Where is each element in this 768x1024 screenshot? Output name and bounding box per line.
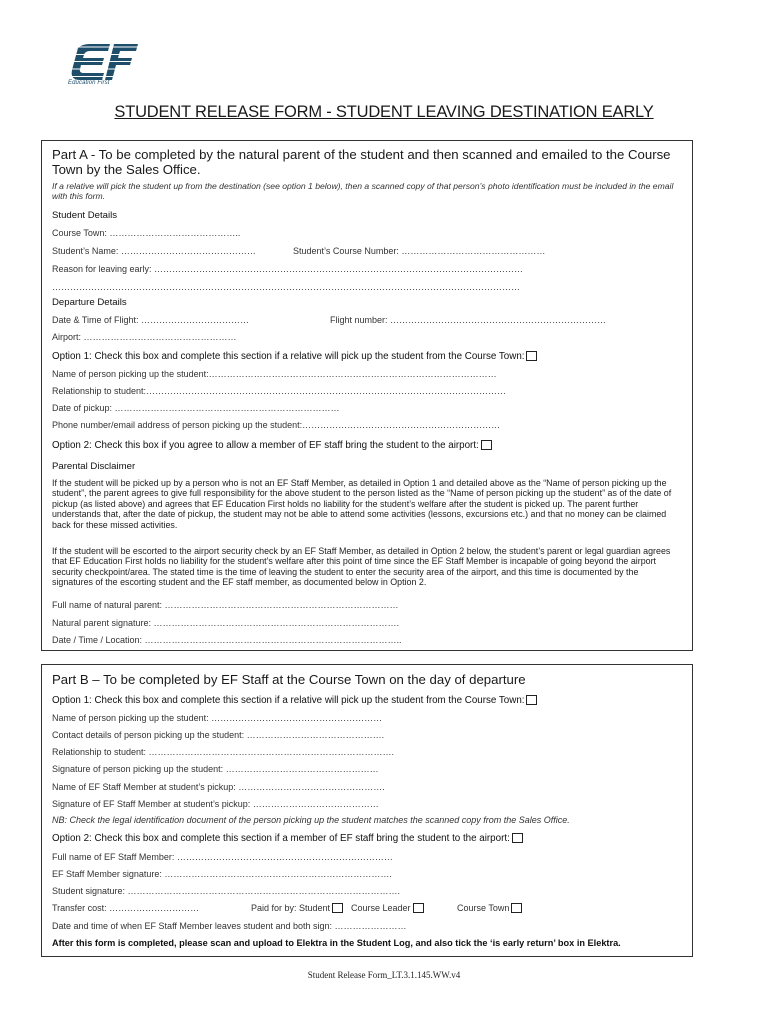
part-b-option1-label: Option 1: Check this box and complete this section if a relative will pick up the student from the Course Town:: [52, 695, 525, 706]
disclaimer-paragraph-2: If the student will be escorted to the airport security check by an EF Staff Member, as detailed in Option 2 below, the student’s parent or legal guardian agrees that EF Education First holds no liability for the student’s welfare after this point of time since the EF Staff Member is incapable of going beyond the airport security checkpoint/area. The stated time is the time of leaving the student to enter the security area of the airport, and this time is documented by the signatures of the escorting student and the EF staff member, as documented below in Option 2.: [52, 546, 671, 588]
course-town-field[interactable]: Course Town: ……………………………………..: [52, 228, 241, 238]
b-relationship-field[interactable]: Relationship to student: ……………………………………………………………………….: [52, 747, 395, 757]
disclaimer-heading: Parental Disclaimer: [52, 461, 136, 472]
parent-signature-field[interactable]: Natural parent signature: ……………………………………………………………………….: [52, 618, 400, 628]
course-town-label: Course Town: [457, 903, 510, 913]
b-nb-note: NB: Check the legal identification document of the person picking up the student matches the scanned copy from the Sales Office.: [52, 815, 570, 825]
part-a-option1-label: Option 1: Check this box and complete this section if a relative will pick up the student from the Course Town:: [52, 351, 525, 362]
part-a-option2: [52, 440, 492, 451]
footer-form-code: Student Release Form_LT.3.1.145.WW.v4: [307, 970, 461, 980]
part-b-option2-checkbox[interactable]: [512, 833, 523, 843]
paid-by-course-town: [457, 903, 522, 913]
form-title: STUDENT RELEASE FORM - STUDENT LEAVING DESTINATION EARLY: [114, 103, 654, 121]
paid-by-student-checkbox[interactable]: [332, 903, 343, 913]
final-instruction: After this form is completed, please scan and upload to Elektra in the Student Log, and also tick the ‘is early return’ box in Elektra.: [52, 938, 621, 948]
relationship-field[interactable]: Relationship to student:…………………………………………………………………………………………………………: [52, 386, 507, 396]
course-number-field[interactable]: Student’s Course Number: …………………………………………: [293, 246, 546, 256]
disclaimer-paragraph-1: If the student will be picked up by a person who is not an EF Staff Member, as detailed in Option 1 and detailed above as the “Name of person picking up the student”, the parent agrees to give full responsibility for the above student to the person listed as the “Name of person picking up the student” as of the date of pickup (as listed above) and agrees that EF Education First holds no liability for the student’s welfare after the student is picked up. The parent further understands that, after the date of pickup, the student may not be able to attend some activities (lessons, excursions etc.) and that no money can be claimed back for these missed activities.: [52, 478, 672, 530]
paid-by-student-label: Paid for by: Student: [251, 903, 331, 913]
part-a-option1: [52, 351, 537, 362]
paid-by-student: [251, 903, 343, 913]
flight-number-field[interactable]: Flight number: ………………………………………………………………: [330, 315, 607, 325]
student-name-field[interactable]: Student’s Name: ………………………………………: [52, 246, 256, 256]
b-staff-name-field[interactable]: Name of EF Staff Member at student’s pickup: ………………………………………….: [52, 782, 385, 792]
airport-field[interactable]: Airport: ……………………………………………: [52, 332, 237, 342]
part-b-option1-checkbox[interactable]: [526, 695, 537, 705]
part-a-option2-label: Option 2: Check this box if you agree to allow a member of EF staff bring the student to the airport:: [52, 440, 479, 451]
part-a-heading: Part A - To be completed by the natural parent of the student and then scanned and emailed to the Course Town by the Sales Office.: [52, 147, 671, 177]
part-a-option2-checkbox[interactable]: [481, 440, 492, 450]
b-contact-field[interactable]: Contact details of person picking up the student: ……………………………………….: [52, 730, 385, 740]
b-leave-time-field[interactable]: Date and time of when EF Staff Member leaves student and both sign: ……………………: [52, 921, 407, 931]
reason-field[interactable]: Reason for leaving early: ……………………………………………………………………………………………………………: [52, 264, 524, 274]
part-a-box: [41, 140, 693, 651]
part-b-heading: Part B – To be completed by EF Staff at the Course Town on the day of departure: [52, 672, 526, 687]
logo-caption: Education First: [68, 80, 110, 86]
part-a-note: If a relative will pick the student up from the destination (see option 1 below), then a scanned copy of that person’s photo identification must be included in the email with this form.: [52, 181, 674, 201]
part-b-option2-label: Option 2: Check this box and complete this section if a member of EF staff bring the student to the airport:: [52, 833, 510, 844]
part-b-box: [41, 664, 693, 957]
part-a-option1-checkbox[interactable]: [526, 351, 537, 361]
paid-by-course-leader: [351, 903, 424, 913]
b-staff-member-signature-field[interactable]: EF Staff Member signature: ………………………………………………………………….: [52, 869, 392, 879]
course-leader-checkbox[interactable]: [413, 903, 424, 913]
departure-details-heading: Departure Details: [52, 297, 127, 308]
b-pickup-name-field[interactable]: Name of person picking up the student: …………………………………………………: [52, 713, 383, 723]
course-town-checkbox[interactable]: [511, 903, 522, 913]
transfer-cost-field[interactable]: Transfer cost: …………………………: [52, 903, 200, 913]
course-leader-label: Course Leader: [351, 903, 411, 913]
reason-field-continued[interactable]: …………………………………………………………………………………………………………………………………………: [52, 282, 520, 292]
part-b-option2: [52, 833, 523, 844]
b-student-signature-field[interactable]: Student signature: ……………………………………………………………………………….: [52, 886, 401, 896]
pickup-date-field[interactable]: Date of pickup: …………………………………………………………………: [52, 403, 340, 413]
student-details-heading: Student Details: [52, 210, 118, 221]
flight-time-field[interactable]: Date & Time of Flight: ………………………………: [52, 315, 250, 325]
b-signature-field[interactable]: Signature of person picking up the student: ……………………………………………: [52, 764, 379, 774]
date-location-field[interactable]: Date / Time / Location: …………………………………………………………………………..: [52, 635, 402, 645]
b-staff-full-name-field[interactable]: Full name of EF Staff Member: ………………………………………………………………: [52, 852, 393, 862]
pickup-contact-field[interactable]: Phone number/email address of person picking up the student:…………………………………………………………: [52, 420, 501, 430]
part-b-option1: [52, 695, 537, 706]
b-staff-signature-field[interactable]: Signature of EF Staff Member at student’s pickup: ……………………………………: [52, 799, 379, 809]
parent-name-field[interactable]: Full name of natural parent: ……………………………………………………………………: [52, 600, 399, 610]
pickup-name-field[interactable]: Name of person picking up the student:……………………………………………………………………………………: [52, 369, 497, 379]
